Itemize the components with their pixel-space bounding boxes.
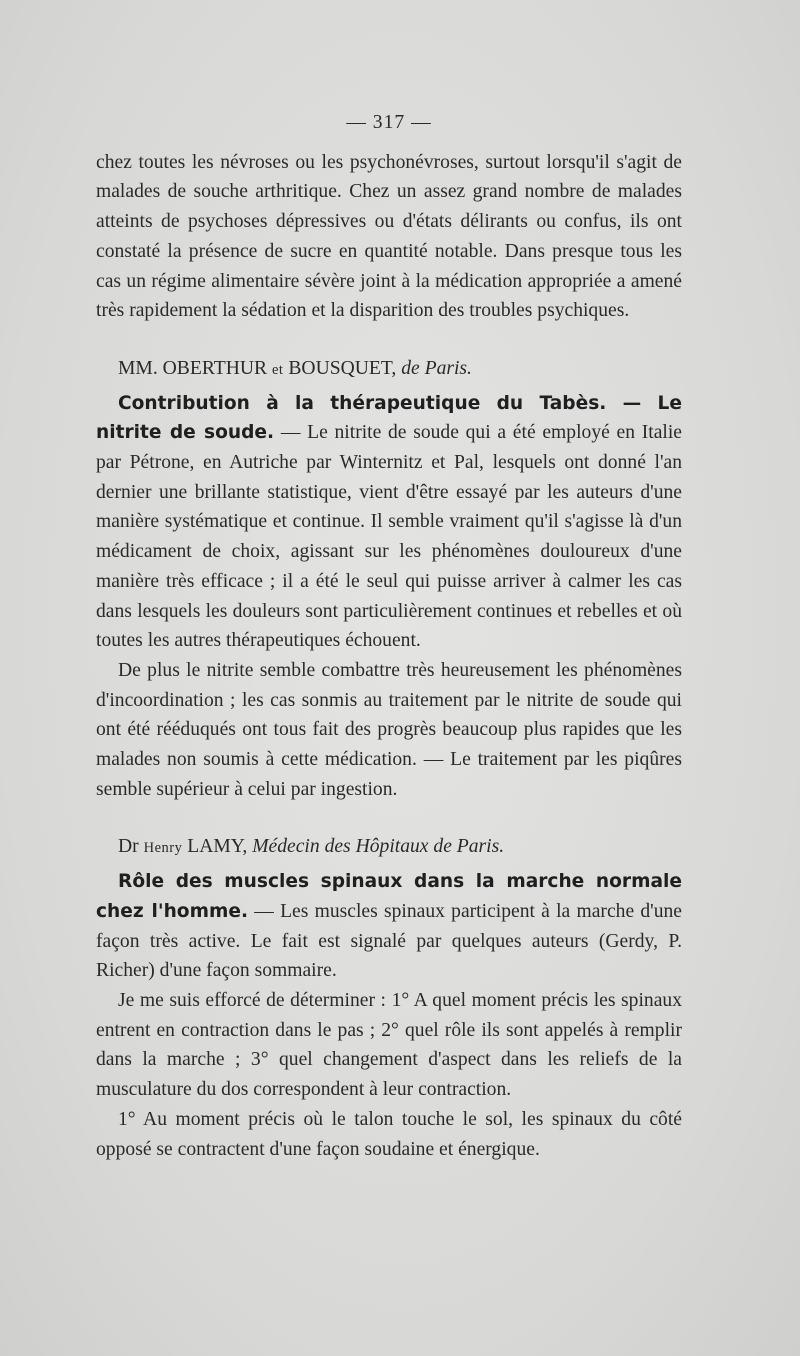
author-first-name: Henry <box>143 840 183 857</box>
page-number: — 317 — <box>346 112 432 133</box>
author-role: Médecin des Hôpitaux de Paris. <box>252 836 505 858</box>
paragraph-continuation: chez toutes les névroses ou les psychonévroses, surtout lorsqu'il s'agit de malades de souche arthritique. Chez un assez grand nombre de malades atteints de psychoses dépressives ou d'états délirants ou confus, ils ont constaté la présence de sucre en quantité notable. Dans presque tous les cas un régime alimentaire sévère joint à la médication appropriée a amené très rapidement la sédation et la disparition des troubles psychiques. <box>96 151 682 322</box>
author-line-oberthur <box>96 354 682 386</box>
article-paragraph: Je me suis efforcé de déterminer : 1° A quel moment précis les spinaux entrent en contraction dans le pas ; 2° quel rôle ils sont appelés à remplir dans la marche ; 3° quel changement d'aspect dans les reliefs de la musculature du dos correspondent à leur contraction. <box>96 989 682 1101</box>
article-paragraph: De plus le nitrite semble combattre très heureusement les phénomènes d'incoordination ; les cas sonmis au traitement par le nitrite de soude qui ont été rééduqués ont tous fait des progrès beaucoup plus rapides que les malades non soumis à cette médication. — Le traitement par les piqûres semble supérieur à celui par ingestion. <box>96 659 682 800</box>
article-tabes <box>96 389 682 656</box>
article-body: — Le nitrite de soude qui a été employé en Italie par Pétrone, en Autriche par Winternitz et Pal, lesquels ont donné l'an dernier une brillante statistique, vient d'être essayé par les auteurs d'une manière systématique et continue. Il semble vraiment qu'il s'agisse là d'un médicament de choix, agissant sur les phénomènes douloureux d'une manière très efficace ; il a été le seul qui puisse arriver à calmer les cas dans lesquels les douleurs sont particulièrement continues et rebelles et où toutes les autres thérapeutiques échouent. <box>96 422 682 652</box>
author-conjunction: et <box>271 361 284 378</box>
author-line-lamy <box>96 832 682 864</box>
article-title: Contribution à la thérapeutique du Tabès. — Le nitrite de soude. <box>96 392 682 444</box>
text-column <box>96 108 682 1164</box>
article-title: Rôle des muscles spinaux dans la marche normale chez l'homme. <box>96 871 682 922</box>
author-name: LAMY, <box>187 836 248 858</box>
author-name: BOUSQUET, <box>288 357 397 379</box>
author-prefix: Dr <box>118 836 139 858</box>
article-body: — Les muscles spinaux participent à la marche d'une façon très active. Le fait est signalé par quelques auteurs (Gerdy, P. Richer) d'une façon sommaire. <box>96 900 683 982</box>
article-paragraph: 1° Au moment précis où le talon touche le sol, les spinaux du côté opposé se contractent d'une façon soudaine et énergique. <box>96 1108 682 1160</box>
author-prefix: MM. OBERTHUR <box>118 357 268 379</box>
article-spinaux <box>96 867 682 986</box>
author-place: de Paris. <box>401 357 472 379</box>
